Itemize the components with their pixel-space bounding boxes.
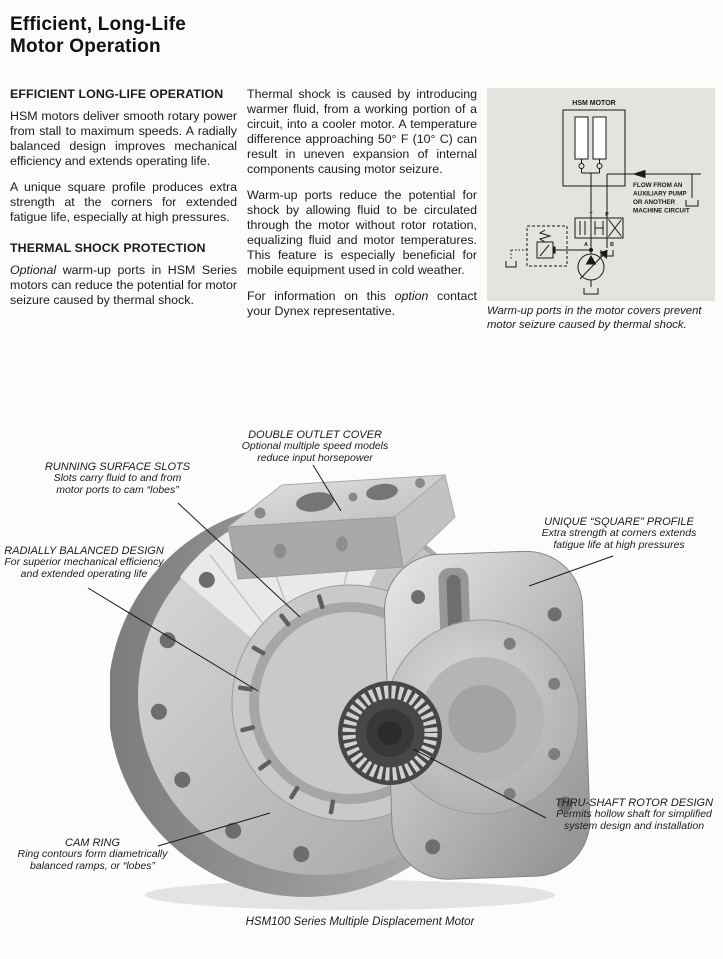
callout-title: RADIALLY BALANCED DESIGN [4,545,164,557]
contact-pre: For information on this [247,289,395,303]
flow-arrowhead-icon [634,171,645,178]
valve-port-a: A [584,242,588,248]
para-thermal-shock-cause: Thermal shock is caused by introducing warmer fluid, from a working portion of a circuit, into a cooler motor. A temperature difference approaching 50° F (10° C) can result in uneven expansion of internal components causing motor seizure. [247,87,477,176]
hydraulic-schematic-drawing [487,88,715,301]
optional-rest: warm-up ports in HSM Series motors can reduce the potential for motor seizure caused by thermal shock. [10,263,237,307]
optional-italic: Optional [10,263,57,277]
motor-cylinder-right [593,117,606,159]
callout-title: DOUBLE OUTLET COVER [248,429,382,441]
motor-cutaway-illustration [110,451,590,920]
valve-port-p: P [605,212,609,218]
page-title-line2: Motor Operation [10,36,161,57]
callout-line: Extra strength at corners extends [541,527,697,539]
callout-line: motor ports to cam “lobes” [56,483,179,496]
hydraulic-schematic-figure [487,88,715,301]
tank-symbol-pump [584,288,598,294]
callout-title: THRU-SHAFT ROTOR DESIGN [554,797,714,809]
heading-efficient-operation: EFFICIENT LONG-LIFE OPERATION [10,87,224,101]
callout-line: system design and installation [563,819,705,832]
callout-line: For superior mechanical efficiency [4,556,164,568]
flow-label-4: MACHINE CIRCUIT [633,207,690,215]
warmup-port-right [597,164,602,169]
hsm-motor-label: HSM MOTOR [572,100,616,107]
para-hsm-motors: HSM motors deliver smooth rotary power from stall to maximum speeds. A radially balanced design improves mechanical efficiency and extends operating life. [10,109,237,168]
para-square-profile: A unique square profile produces extra strength at the corners for extended fatigue life, especially at high pressures. [10,180,237,224]
motor-cylinder-left [575,117,588,159]
callout-double-outlet-cover [200,429,430,464]
para-contact-dynex [247,289,477,319]
tank-symbol-relief [506,261,516,267]
para-optional-ports [10,263,237,308]
callout-line: Slots carry fluid to and from [53,472,182,484]
callout-running-surface-slots [15,461,220,496]
figure-caption: HSM100 Series Multiple Displacement Motor [245,916,475,928]
column-middle [247,87,477,330]
callout-unique-square-profile [523,516,715,551]
callout-line: Permits hollow shaft for simplified [556,808,712,820]
schematic-caption: Warm-up ports in the motor covers prevent motor seizure caused by thermal shock. [487,305,702,331]
callout-line: reduce input horsepower [257,451,373,464]
contact-post: contact your Dynex representative. [247,289,477,318]
callout-title: RUNNING SURFACE SLOTS [44,461,191,473]
valve-port-t: T [589,212,593,218]
callout-thru-shaft-rotor-design [545,797,723,832]
callout-line: Optional multiple speed models [241,440,389,452]
callout-line: fatigue life at high pressures [553,538,685,551]
tank-symbol-aux [686,200,698,206]
callout-cam-ring [5,837,180,872]
warmup-port-left [579,164,584,169]
flow-label-1: FLOW FROM AN [633,182,683,189]
heading-thermal-shock: THERMAL SHOCK PROTECTION [10,241,206,255]
callout-title: UNIQUE “SQUARE” PROFILE [544,516,694,528]
flow-label-3: OR ANOTHER [633,199,676,206]
column-left [10,87,237,319]
callout-radially-balanced-design [0,545,168,580]
callout-line: and extended operating life [20,567,148,580]
callout-title: CAM RING [65,837,120,849]
callout-line: Ring contours form diametrically [17,848,168,860]
page-title [10,14,186,58]
callout-line: balanced ramps, or “lobes” [30,859,155,872]
spring-symbol-icon [540,230,550,242]
para-warmup-ports: Warm-up ports reduce the potential for shock by allowing fluid to be circulated through the motor without rotor rotation, equalizing fluid and motor temperatures. This feature is especially beneficial for mobile equipment used in cold weather. [247,188,477,277]
flow-label-2: AUXILIARY PUMP [633,190,687,198]
valve-port-b: B [610,242,614,248]
splined-shaft [338,681,442,785]
option-italic: option [394,289,429,303]
page-title-line1: Efficient, Long-Life [10,14,187,35]
